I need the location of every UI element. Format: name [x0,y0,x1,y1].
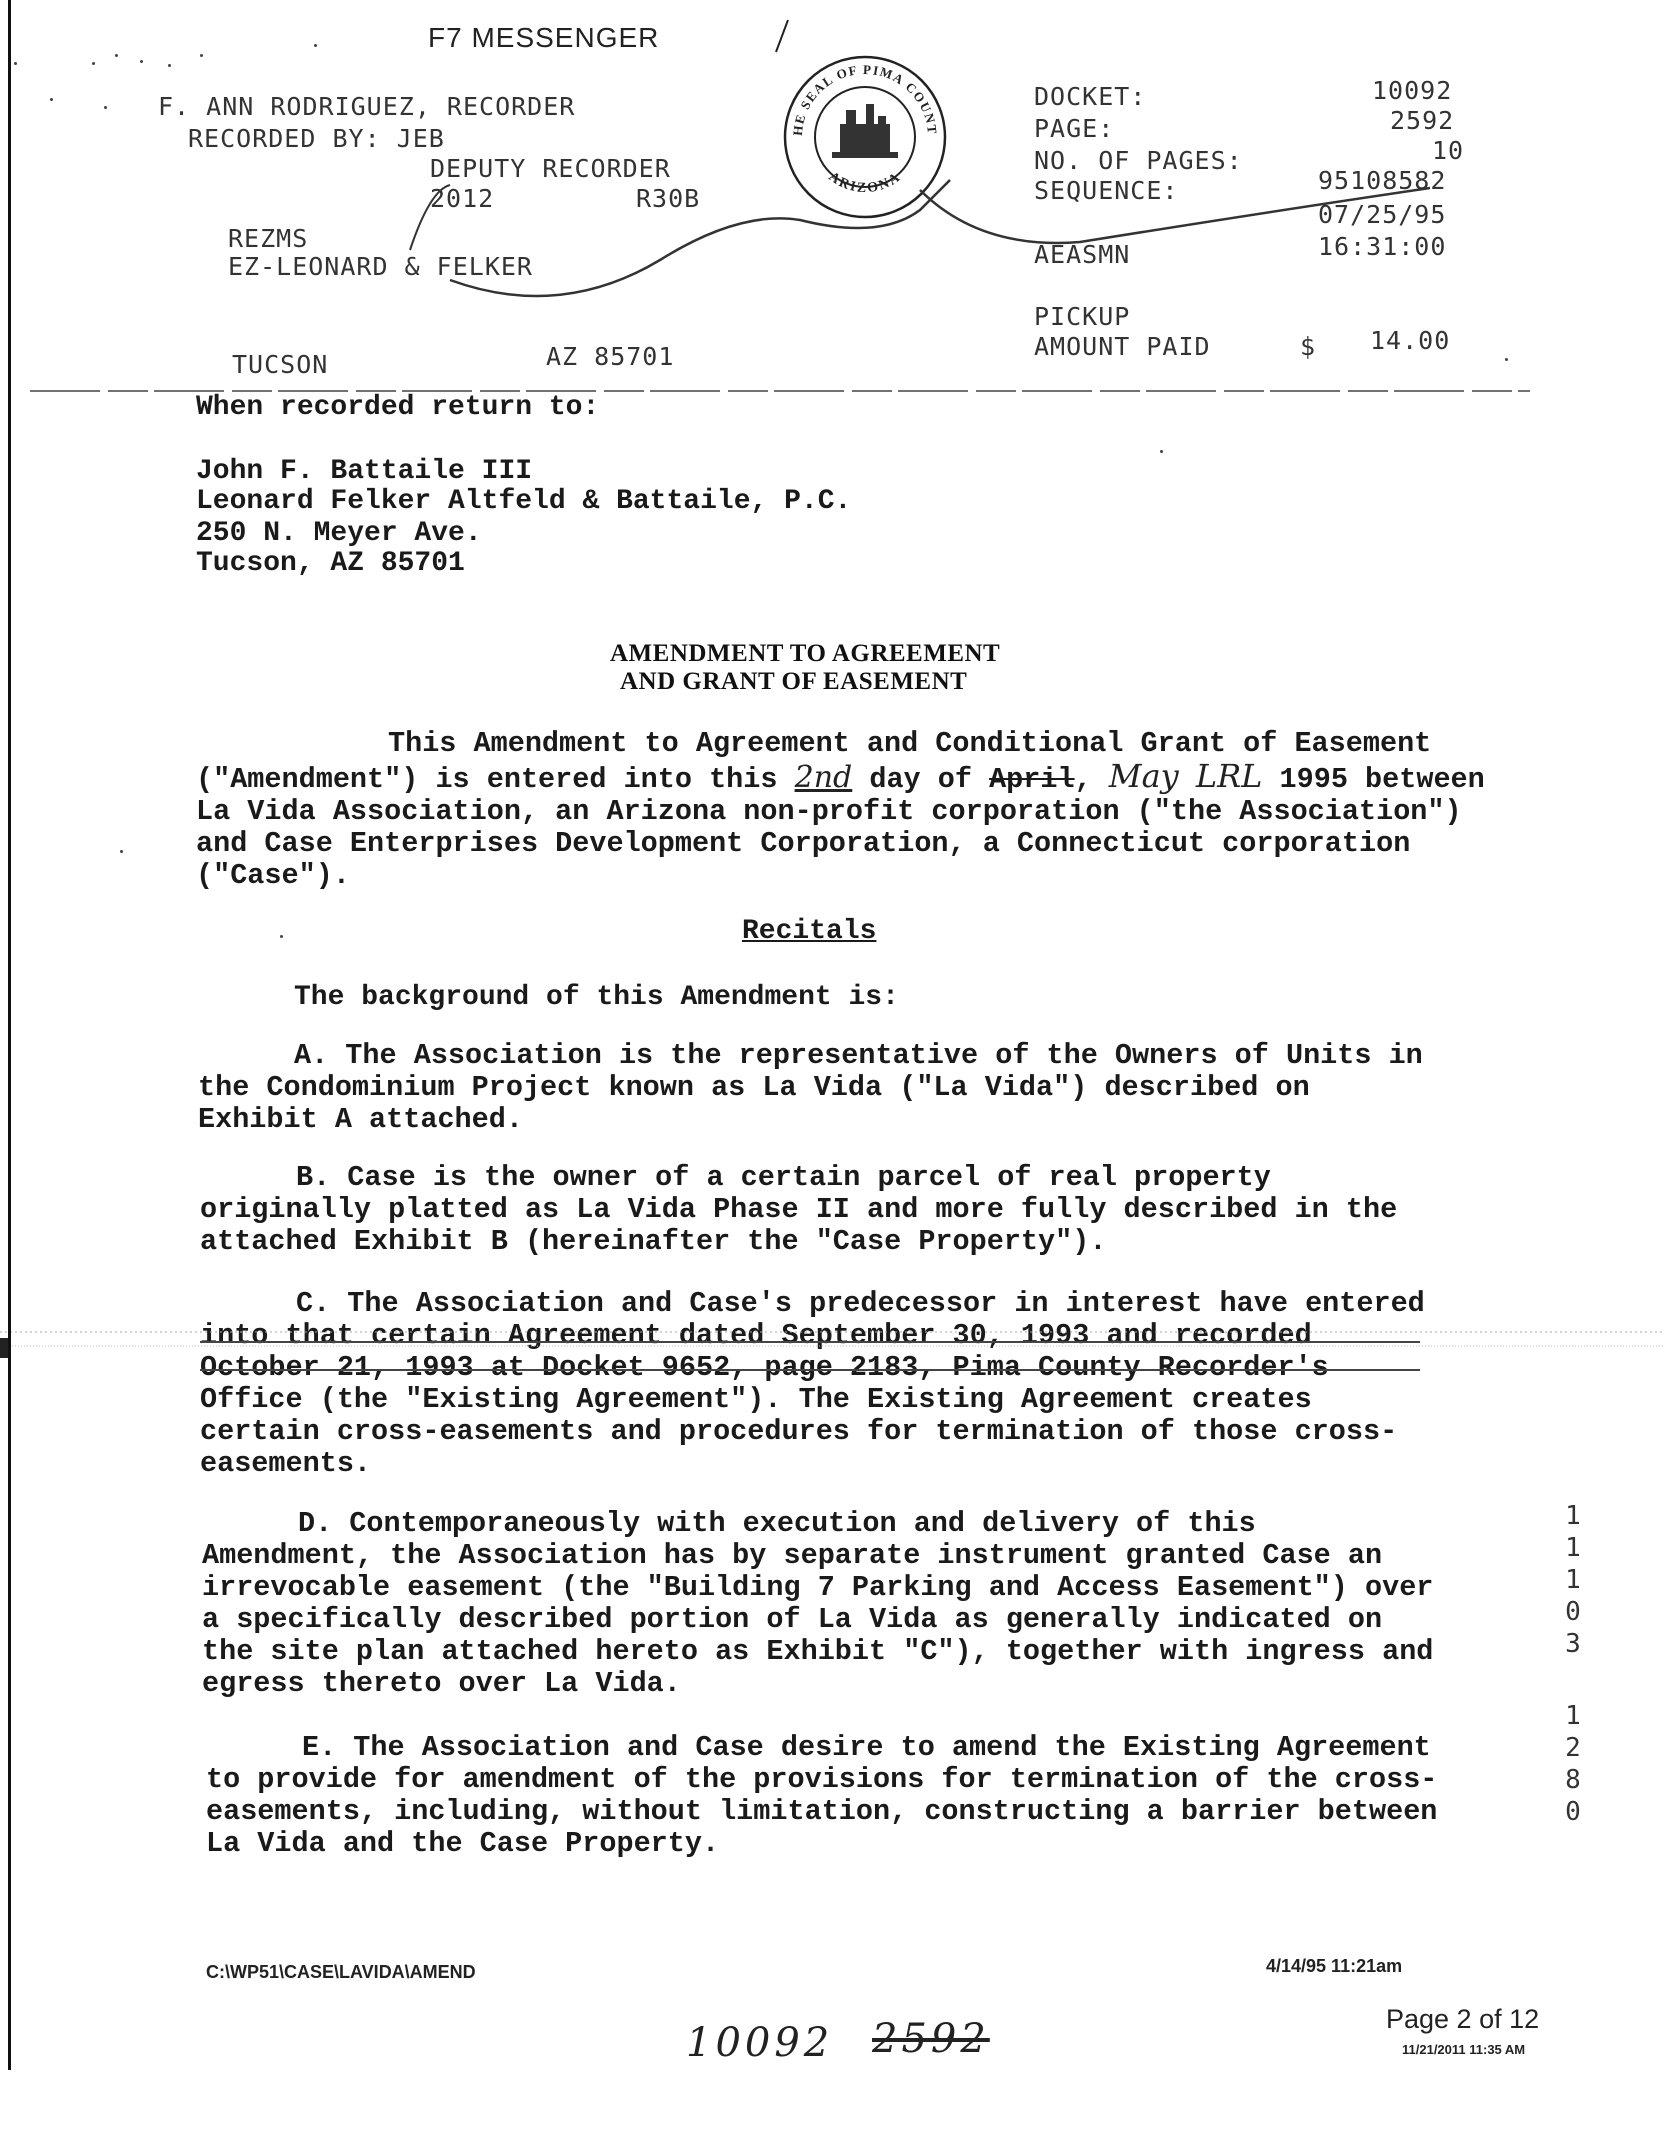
handwritten-month: May [1108,757,1179,795]
seal-top-text: HE SEAL OF PIMA COUNT [789,61,941,137]
amount-paid-label: AMOUNT PAID [1034,332,1211,361]
return-to-name: John F. Battaile III [196,456,533,487]
firm-code: EZ-LEONARD & FELKER [228,252,533,281]
intro-text-2: day of [852,763,990,796]
return-city: TUCSON [232,350,329,379]
deputy-recorder: DEPUTY RECORDER [430,154,671,183]
recital-d: D. Contemporaneously with execution and delivery of this Amendment, the Association has by separate instrument granted Case an irrevocable easement (the "Building 7 Parking and Access Easement") over a specifically described portion of La Vida as generally indicated on the site plan attached hereto as Exhibit "C"), together with ingress and egress thereto over La Vida. [202,1507,1434,1700]
sequence-label: SEQUENCE: [1034,176,1179,205]
docket-label: DOCKET: [1034,82,1147,111]
document-title-line2: AND GRANT OF EASEMENT [620,668,968,695]
recitals-background: The background of this Amendment is: [294,982,899,1013]
aeasmn-label: AEASMN [1034,240,1131,269]
footer-docket: 10092 [686,2020,834,2066]
return-to-firm: Leonard Felker Altfeld & Battaile, P.C. [196,486,852,517]
recitals-heading: Recitals [742,916,877,947]
amount-currency: $ [1300,332,1317,361]
recorder-code-left: 2012 [430,184,495,213]
file-date-stamp: 4/14/95 11:21am [1266,1956,1403,1976]
page-value: 2592 [1390,106,1455,135]
recorder-code-right: R30B [636,184,701,213]
struck-month: April [989,763,1075,796]
recital-c: C. The Association and Case's predecessor in interest have entered into that certain Agreement dated September 30, 1993 and recorded October 21, 1993 at Docket 9652, page 2183, Pima County Recorder's Office (the "Existing Agreement"). The Existing Agreement creates certain cross-easements and procedures for termination of those cross-easements. [200,1287,1425,1480]
document-title-line1: AMENDMENT TO AGREEMENT [610,640,1001,667]
stamp-flourish-line [380,150,1440,310]
footer-page: 2592 [872,2016,990,2062]
sequence-value: 95108582 [1318,166,1447,195]
margin-number-upper: 11103 [1565,1501,1581,1659]
return-to-street: 250 N. Meyer Ave. [196,518,482,549]
amount-paid-value: 14.00 [1370,326,1451,355]
tick-mark-icon [770,16,794,56]
rezms-code: REZMS [228,224,309,253]
pages-label: NO. OF PAGES: [1034,146,1243,175]
pages-value: 10 [1432,136,1465,165]
page-counter: Page 2 of 12 [1386,2004,1540,2034]
recorder-name: F. ANN RODRIGUEZ, RECORDER [158,92,576,121]
date-value: 07/25/95 [1318,200,1447,229]
return-state-zip: AZ 85701 [546,342,675,371]
recorded-by: RECORDED BY: JEB [188,124,445,153]
file-path: C:\WP51\CASE\LAVIDA\AMEND [206,1962,476,1982]
intro-text-3: 1995 between La Vida Association, an Arizona non-profit corporation ("the Association") and Case Enterprises Development Corporation, a Connecticut corporation ("Case"). [196,763,1485,892]
page-label: PAGE: [1034,114,1115,143]
intro-paragraph: This Amendment to Agreement and Conditional Grant of Easement ("Amendment") is entered into this 2nd day of April, May LRL 1995 between La Vida Association, an Arizona non-profit corporation ("the Association") and Case Enterprises Development Corporation, a Connecticut corporation ("Case"). [196,727,1485,892]
recital-e: E. The Association and Case desire to amend the Existing Agreement to provide for amendment of the provisions for termination of the cross-easements, including, without limitation, constructing a barrier between La Vida and the Case Property. [206,1731,1438,1860]
handwritten-initials: LRL [1195,757,1263,795]
handwritten-day: 2nd [794,760,853,795]
scan-streak [0,1320,1664,1380]
seal-bottom-text: ARIZONA [825,169,905,197]
margin-number-lower: 1280 [1565,1701,1581,1827]
return-to-heading: When recorded return to: [196,392,600,423]
intro-text-1: This Amendment to Agreement and Conditional Grant of Easement ("Amendment") is entered into this [196,727,1432,796]
recital-b: B. Case is the owner of a certain parcel of real property originally platted as La Vida Phase II and more fully described in the attached Exhibit B (hereinafter the "Case Property"). [200,1161,1398,1258]
left-scan-edge [8,0,11,2070]
printed-stamp: 11/21/2011 11:35 AM [1402,2042,1526,2057]
return-to-city: Tucson, AZ 85701 [196,548,465,579]
pickup-label: PICKUP [1034,302,1131,331]
time-value: 16:31:00 [1318,232,1447,261]
docket-value: 10092 [1372,76,1453,105]
messenger-label: F7 MESSENGER [428,22,660,53]
recital-a: A. The Association is the representative of the Owners of Units in the Condominium Project known as La Vida ("La Vida") described on Exhibit A attached. [198,1039,1423,1136]
